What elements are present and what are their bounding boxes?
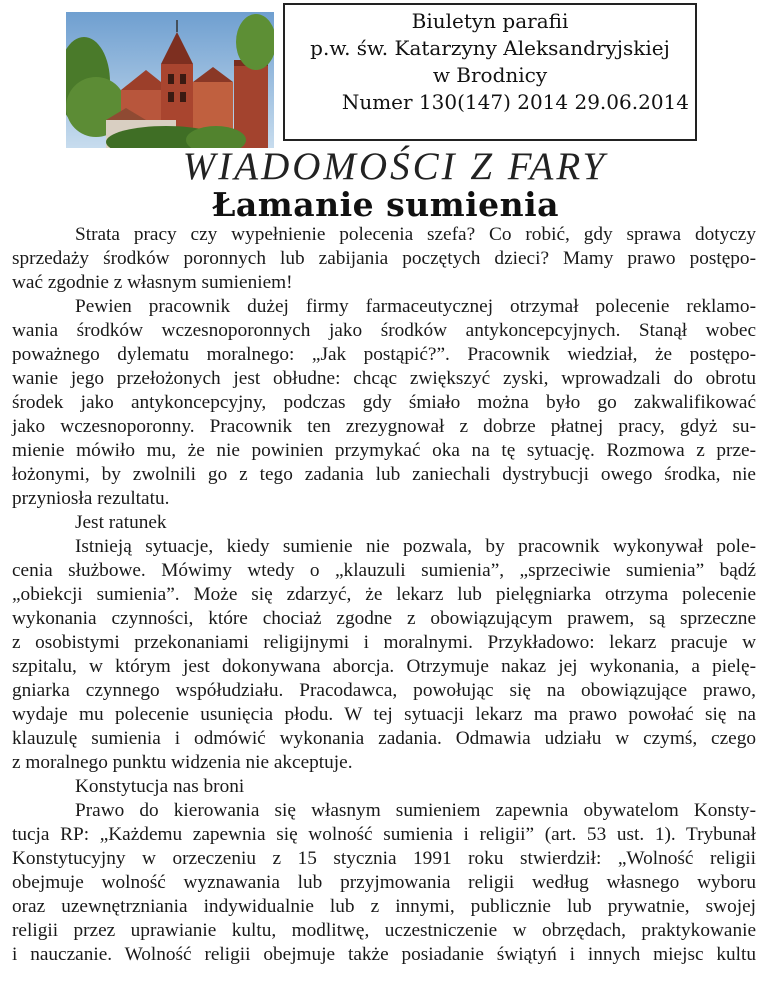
article-line: przyniosła rezultatu. [12,488,170,509]
article-line: i nauczanie. Wolność religii obejmuje także posiadanie świątyń i innych miejsc kultu [12,944,756,965]
church-photo [66,12,274,148]
article-line: poważnego dylematu moralnego: „Jak postąpić?”. Pracownik wiedział, że postępo- [12,344,756,365]
article-line: wanie jego przełożonych jest obłudne: chcąc zwiększyć zyski, wprowadzali do obrotu [12,368,756,389]
article-line: Konstytucyjny w orzeczeniu z 15 stycznia 1991 roku stwierdził: „Wolność religii [12,848,756,869]
article-line: Pewien pracownik dużej firmy farmaceutycznej otrzymał polecenie reklamo- [75,296,756,317]
article-title: Łamanie sumienia [212,185,560,224]
article-line: jako wczesnoporonny. Pracownik ten zrezygnował z dobrze płatnej pracy, gdyż su- [12,416,756,437]
article-line: obejmuje wolność wyznawania lub przyjmowania religii według własnego wyboru [12,872,756,893]
article-line: mienie mówiło mu, że nie powinien przymykać oka na tę sytuację. Rozmowa z prze- [12,440,756,461]
article-line: łożonymi, by zwolnili go z tego zadania lub zaniechali dystrybucji owego środka, nie [12,464,756,485]
article-line: Prawo do kierowania się własnym sumieniem zapewnia obywatelom Konsty- [75,800,756,821]
article-line: cenia służbowe. Mówimy wtedy o „klauzuli sumienia”, „sprzeciwie sumienia” bądź [12,560,756,581]
article-line: klauzulę sumienia i odmówić wykonania zadania. Odmawia udziału w czymś, czego [12,728,756,749]
article-line: gniarka czynnego współudziału. Pracodawca, powołując się na obowiązujące prawo, [12,680,756,701]
article-line: religii przez uprawianie kultu, modlitwę, uczestniczenie w obrzędach, praktykowanie [12,920,756,941]
article-line: wania środków wczesnoporonnych jako środków antykoncepcyjnych. Stanął wobec [12,320,756,341]
article-line: wydaje mu polecenie usunięcia płodu. W tej sytuacji lekarz ma prawo powołać się na [12,704,756,725]
article-line: środek jako antykoncepcyjny, podczas gdy śmiało można było go zakwalifikować [12,392,756,413]
article-line: sprzedaży środków poronnych lub zabijania poczętych dzieci? Mamy prawo postępo- [12,248,756,269]
church-illustration [66,12,274,148]
article-line: Istnieją sytuacje, kiedy sumienie nie pozwala, by pracownik wykonywał pole- [75,536,756,557]
bulletin-header-box [283,3,697,141]
header-line-parish: Biuletyn parafii [411,9,569,33]
header-line-town: w Brodnicy [432,63,548,87]
article-line: szpitalu, w którym jest dokonywana aborcja. Otrzymuje nakaz jej wykonania, a pielę- [12,656,756,677]
section-heading: Konstytucja nas broni [75,776,245,797]
header-line-issue: Numer 130(147) 2014 29.06.2014 [341,90,689,114]
article-line: z moralnego punktu widzenia nie akceptuje. [12,752,353,773]
section-heading: Jest ratunek [75,512,167,533]
article-line: „obiekcji sumienia”. Może się zdarzyć, że lekarz lub pielęgniarka otrzyma polecenie [12,584,756,605]
masthead: WIADOMOŚCI Z FARY [182,145,608,188]
header-line-patron: p.w. św. Katarzyny Aleksandryjskiej [310,36,670,60]
article-line: Strata pracy czy wypełnienie polecenia szefa? Co robić, gdy sprawa dotyczy [75,224,756,245]
article-line: wykonania czynności, które chociaż zgodne z obowiązującym prawem, są sprzeczne [12,608,756,629]
article-line: z osobistymi przekonaniami religijnymi i moralnymi. Przykładowo: lekarz pracuje w [12,632,756,653]
article-line: wać zgodnie z własnym sumieniem! [12,272,293,293]
article-line: tucja RP: „Każdemu zapewnia się wolność sumienia i religii” (art. 53 ust. 1). Trybunał [12,824,756,845]
article-line: oraz uzewnętrzniania indywidualnie lub z innymi, publicznie lub prywatnie, swojej [12,896,756,917]
